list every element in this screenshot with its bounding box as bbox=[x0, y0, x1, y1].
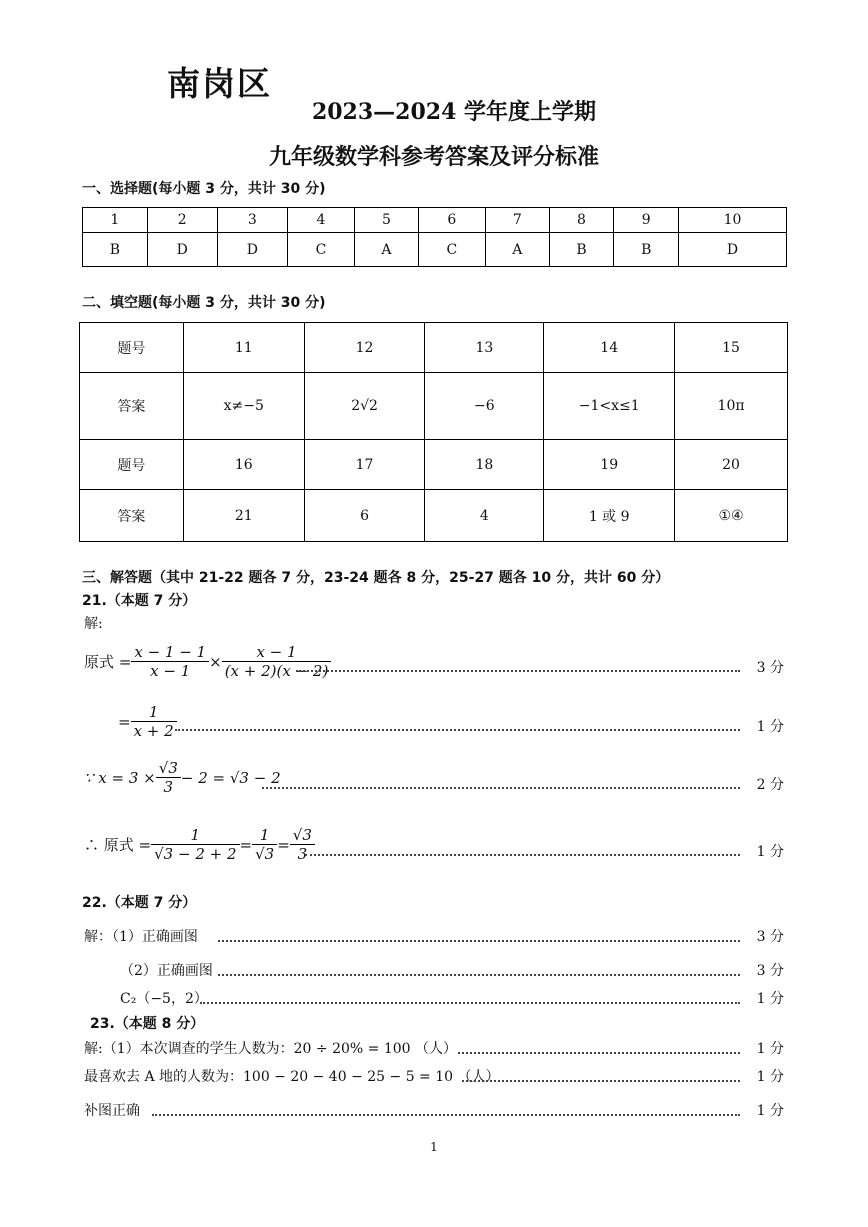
question-number: 5 bbox=[355, 208, 419, 233]
table-row bbox=[80, 440, 788, 490]
fraction bbox=[151, 826, 239, 863]
numerator: 1 bbox=[190, 826, 201, 844]
q21-solution-label: 解: bbox=[84, 616, 103, 632]
answer-cell: C bbox=[418, 233, 485, 267]
denominator: √3 bbox=[252, 844, 277, 863]
answer-cell: D bbox=[679, 233, 787, 267]
q21-step-3 bbox=[84, 759, 281, 796]
answer-cell: D bbox=[147, 233, 217, 267]
q22-part-2: （2）正确画图 bbox=[120, 963, 213, 979]
title-year: 2023—2024 学年度上学期 bbox=[311, 99, 597, 125]
denominator: 3 bbox=[156, 777, 181, 796]
numerator: x − 1 − 1 bbox=[134, 643, 207, 661]
question-number: 14 bbox=[544, 323, 675, 373]
answer-cell: A bbox=[355, 233, 419, 267]
score-label: 1 分 bbox=[756, 1041, 784, 1057]
given-x: ∵ x = 3 × bbox=[84, 768, 156, 787]
dot-leader bbox=[218, 940, 740, 942]
dot-leader bbox=[462, 1080, 740, 1082]
score-label: 1 分 bbox=[756, 991, 784, 1007]
answer-cell: 2√2 bbox=[304, 373, 425, 440]
score-label: 1 分 bbox=[756, 1103, 784, 1119]
question-number: 8 bbox=[549, 208, 614, 233]
question-number: 2 bbox=[147, 208, 217, 233]
answer-cell: −6 bbox=[425, 373, 544, 440]
score-label: 1 分 bbox=[756, 719, 784, 735]
denominator: (x + 2)(x − 2) bbox=[222, 661, 332, 680]
answer-cell: 1 或 9 bbox=[544, 490, 675, 542]
q22-part-1: 解：（1）正确画图 bbox=[84, 929, 198, 945]
score-label: 3 分 bbox=[756, 963, 784, 979]
formula-prefix: ∴ 原式 = bbox=[84, 836, 152, 854]
denominator: √3 − 2 + 2 bbox=[151, 844, 239, 863]
q21-title: 21.（本题 7 分） bbox=[82, 593, 197, 609]
fraction bbox=[290, 826, 315, 863]
numerator: √3 bbox=[158, 759, 178, 777]
dot-leader bbox=[458, 1052, 740, 1054]
numerator: √3 bbox=[292, 826, 312, 844]
question-number: 10 bbox=[679, 208, 787, 233]
answer-cell: 6 bbox=[304, 490, 425, 542]
score-label: 2 分 bbox=[756, 777, 784, 793]
answer-cell: 10π bbox=[675, 373, 788, 440]
table-row bbox=[80, 373, 788, 440]
q23-part-1: 解:（1）本次调查的学生人数为：20 ÷ 20% = 100 （人） bbox=[84, 1041, 457, 1057]
denominator: 3 bbox=[290, 844, 315, 863]
q23-part-2: 最喜欢去 A 地的人数为：100 − 20 − 40 − 25 − 5 = 10 （人） bbox=[84, 1069, 500, 1085]
numerator: x − 1 bbox=[256, 643, 297, 661]
title-main: 九年级数学科参考答案及评分标准 bbox=[268, 144, 599, 170]
numerator: 1 bbox=[148, 703, 159, 721]
answer-cell: B bbox=[614, 233, 679, 267]
score-label: 3 分 bbox=[756, 929, 784, 945]
section2-heading: 二、填空题(每小题 3 分，共计 30 分) bbox=[82, 295, 326, 311]
dot-leader bbox=[175, 729, 740, 731]
score-label: 3 分 bbox=[756, 660, 784, 676]
question-number: 1 bbox=[83, 208, 148, 233]
dot-leader bbox=[152, 1114, 740, 1116]
question-number: 20 bbox=[675, 440, 788, 490]
fraction bbox=[222, 643, 332, 680]
answer-cell: x≠−5 bbox=[183, 373, 304, 440]
answer-cell: B bbox=[549, 233, 614, 267]
question-number: 19 bbox=[544, 440, 675, 490]
choice-answer-table bbox=[82, 207, 787, 267]
question-number: 7 bbox=[485, 208, 549, 233]
answer-cell: 21 bbox=[183, 490, 304, 542]
table-row bbox=[83, 208, 787, 233]
question-number: 16 bbox=[183, 440, 304, 490]
table-row bbox=[80, 490, 788, 542]
table-row bbox=[83, 233, 787, 267]
fill-blank-answer-table bbox=[79, 322, 788, 542]
q21-step-1 bbox=[84, 643, 331, 680]
page-number: 1 bbox=[430, 1140, 438, 1154]
answer-cell: D bbox=[217, 233, 287, 267]
q21-step-4 bbox=[84, 826, 315, 863]
question-number: 6 bbox=[418, 208, 485, 233]
answer-cell: ①④ bbox=[675, 490, 788, 542]
q22-part-3: C₂（−5，2） bbox=[120, 991, 208, 1007]
formula-prefix: 原式 = bbox=[84, 653, 132, 671]
question-number: 13 bbox=[425, 323, 544, 373]
numerator: 1 bbox=[259, 826, 270, 844]
dot-leader bbox=[200, 1002, 740, 1004]
answer-cell: 4 bbox=[425, 490, 544, 542]
q22-title: 22.（本题 7 分） bbox=[82, 895, 197, 911]
fraction bbox=[131, 703, 177, 740]
fraction bbox=[156, 759, 181, 796]
answer-cell: A bbox=[485, 233, 549, 267]
q23-title: 23.（本题 8 分） bbox=[90, 1016, 205, 1032]
row-label: 答案 bbox=[80, 373, 184, 440]
question-number: 17 bbox=[304, 440, 425, 490]
dot-leader bbox=[296, 670, 740, 672]
row-label: 题号 bbox=[80, 323, 184, 373]
answer-cell: −1<x≤1 bbox=[544, 373, 675, 440]
section1-heading: 一、选择题(每小题 3 分，共计 30 分) bbox=[82, 181, 326, 197]
q23-part-3: 补图正确 bbox=[84, 1103, 140, 1119]
section3-heading: 三、解答题（其中 21-22 题各 7 分，23-24 题各 8 分，25-27 题各 10 分，共计 60 分） bbox=[82, 570, 670, 586]
question-number: 3 bbox=[217, 208, 287, 233]
answer-cell: C bbox=[287, 233, 354, 267]
question-number: 11 bbox=[183, 323, 304, 373]
question-number: 15 bbox=[675, 323, 788, 373]
table-row bbox=[80, 323, 788, 373]
district-name: 南岗区 bbox=[167, 64, 272, 103]
score-label: 1 分 bbox=[756, 844, 784, 860]
fraction bbox=[252, 826, 277, 863]
question-number: 12 bbox=[304, 323, 425, 373]
question-number: 9 bbox=[614, 208, 679, 233]
question-number: 18 bbox=[425, 440, 544, 490]
dot-leader bbox=[262, 787, 740, 789]
denominator: x + 2 bbox=[131, 721, 177, 740]
row-label: 答案 bbox=[80, 490, 184, 542]
denominator: x − 1 bbox=[131, 661, 209, 680]
q21-step-2 bbox=[118, 703, 177, 740]
question-number: 4 bbox=[287, 208, 354, 233]
dot-leader bbox=[218, 974, 740, 976]
equals-sign: = bbox=[239, 835, 253, 854]
score-label: 1 分 bbox=[756, 1069, 784, 1085]
x-value: − 2 = √3 − 2 bbox=[180, 768, 281, 787]
equals-sign: = bbox=[118, 712, 131, 731]
equals-sign: = bbox=[277, 835, 290, 854]
row-label: 题号 bbox=[80, 440, 184, 490]
times-sign: × bbox=[209, 652, 222, 671]
fraction bbox=[131, 643, 209, 680]
answer-cell: B bbox=[83, 233, 148, 267]
dot-leader bbox=[305, 854, 740, 856]
